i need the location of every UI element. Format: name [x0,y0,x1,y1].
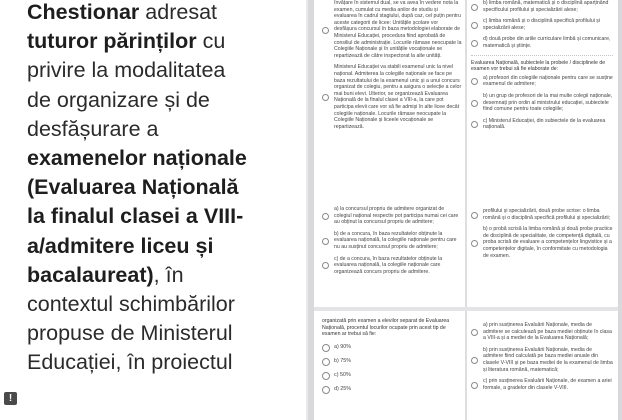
option-left-mid-c[interactable] [322,256,462,276]
headline-line-10: , în [153,262,184,287]
option-90-percent[interactable] [322,340,462,354]
option-text: a) prin susținerea Evaluării Naționale, media de admitere se calculează pe baza mediei obținute în clasa a VIII-a și a mediei de la Evaluarea Națională; [483,322,612,342]
left-top-options [322,0,462,135]
option-right-mid-1[interactable] [471,208,613,221]
option-text: a) 90% [334,343,352,350]
right-top-options [471,0,613,136]
radio-button[interactable] [471,357,478,364]
option-text: învățare în sistemul dual, se va avea în vedere nota la examen, cumulat cu media anilor de studiu și evaluarea în cadrul stagiului, după caz, cel puțin pentru aceste categorii de licee: Unitățile școlare vor desfășura concursul în baza metodologiei elaborate de Ministerul Educației, procedura fiind aprobată de consiliul de administrație. Locurile rămase neocupate la Colegiile Naționale și în unitățile vocaționale se repartizează de către inspectorat la alte unități. [334,0,462,59]
headline-line-2: cu [196,29,226,54]
option-text: d) 25% [334,385,352,392]
option-text: b) un grup de profesori de la mai multe colegii naționale, desemnați prin ordin al ministrului educației, subiectele fiind comune pentru toate colegiile; [483,92,613,113]
option-text: b) o probă scrisă la limba română și două probe practice de disciplină de specialitate, de competență digitală, cu proba scrisă de evaluare a competențelor lingvistice și a competențelor digitale, în conformitate cu metodologia de examen. [483,226,613,259]
radio-button[interactable] [322,262,329,269]
option-right-mid-2[interactable] [471,226,613,259]
right-bottom-options [471,322,613,396]
headline-line-5: desfășurare a [27,116,159,141]
radio-button[interactable] [471,100,478,107]
radio-button[interactable] [471,382,478,389]
headline-line-12: propuse de Ministerul [27,321,233,346]
option-text: c) limba română și o disciplină specifică profilului și specializării alese; [483,18,601,31]
section-divider [314,307,618,311]
radio-button[interactable] [471,329,478,336]
option-right-top-c2[interactable] [471,118,613,131]
headline-line-2-bold: tuturor părinților [27,29,197,54]
radio-button[interactable] [322,344,330,352]
option-text: a) profesori din colegiile naționale pentru care se susține examenul de admitere; [483,74,613,88]
alert-icon[interactable]: ! [4,392,17,405]
radio-button[interactable] [471,212,478,219]
radio-button[interactable] [322,94,329,101]
option-text: b) 75% [334,357,352,364]
left-mid-options [322,206,462,280]
radio-button[interactable] [471,240,478,247]
option-right-top-c[interactable] [471,18,613,31]
radio-button[interactable] [471,40,478,47]
article-headline-panel [0,0,306,420]
option-right-top-d[interactable] [471,36,613,49]
option-50-percent[interactable] [322,368,462,382]
radio-button[interactable] [322,358,330,366]
radio-button[interactable] [471,121,478,128]
option-right-top-a2[interactable] [471,75,613,88]
option-right-bottom-c[interactable] [471,378,613,391]
option-text: c) prin susținerea Evaluării Naționale, de examen a ariei formale, a gradelor din clasele V-VIII. [483,378,612,391]
radio-button[interactable] [322,372,330,380]
option-25-percent[interactable] [322,382,462,396]
option-text: Ministerul Educației va stabili examenul unic la nivel național. Admiterea la colegiile naționale se face pe baza rezultatului de la examenul unic și a unui concurs organizat de colegiu, pentru a asigura o selecție a celor mai buni elevi. Ulterior, se organizează Evaluarea Națională de la finalul clasei a VIII-a, la care pot participa elevii care vor să fie admiși în alte licee decât colegiile naționale. Locurile rămase neocupate la Colegiile Naționale și liceele vocaționale se repartizează. [334,64,462,130]
option-text: b) prin susținerea Evaluării Naționale, media de admitere fiind calculată pe baza mediei anuale din clasele V-VIII și pe baza mediei de la examenul de limba și literatura română, matematică; [483,346,613,373]
headline-line-10-bold: bacalaureat) [27,262,154,287]
radio-button[interactable] [471,78,478,85]
option-text: d) două probe din ariile curriculare limbă și comunicare, matematică și științe. [483,36,611,49]
headline-line-3: privire la modalitatea [27,58,226,83]
column-divider [465,0,467,420]
headline-line-6: examenelor naționale [27,146,247,171]
right-mid-options [471,208,613,264]
option-right-top-b[interactable] [471,0,613,13]
headline-line-11: contextul schimbărilor [27,292,235,317]
option-75-percent[interactable] [322,354,462,368]
radio-button[interactable] [471,4,478,11]
headline-line-4: de organizare și de [27,87,210,112]
option-left-top-1[interactable] [322,0,462,59]
question-heading: organizată prin examen a elevilor separat de Evaluarea Națională, procentul locurilor ocupate prin acest tip de examen ar trebui să fie: [322,318,450,338]
headline-line-7: (Evaluarea Națională [27,175,239,200]
headline-line-1-bold: Chestionar [27,0,140,24]
headline-line-13: Educației, în proiectul [27,350,233,375]
questionnaire-sheet [314,0,618,420]
left-bottom-question [322,318,462,396]
option-right-bottom-b[interactable] [471,347,613,373]
option-right-top-b2[interactable] [471,93,613,113]
headline-text [27,0,303,378]
option-text: profilului și specializării, două probe scrise: o limba română și o disciplină specifică profilului și specializării; [483,208,611,221]
option-left-top-2[interactable] [322,64,462,130]
option-text: c) Ministerul Educației, din subiectele de la evaluarea națională. [483,117,606,131]
questionnaire-image [308,0,622,420]
option-text: b) de a concura, în baza rezultatelor obținute la evaluarea națională, la colegiile naționale pentru care nu au susținut concursul propriu de admitere; [334,230,457,250]
option-text: c) 50% [334,371,351,378]
radio-button[interactable] [322,386,330,394]
headline-line-1: adresat [139,0,217,24]
option-text: a) la concursul propriu de admitere organizat de colegiul național respectiv pot participa numai cei care au obținut la concursul propriu de admitere; [334,206,459,226]
option-left-mid-a[interactable] [322,206,462,226]
option-text: c) de a concura, în baza rezultatelor obținute la evaluarea națională, la colegiile naționale care organizează concurs propriu de admitere. [334,255,443,275]
headline-line-9: a/admitere liceu și [27,233,214,258]
radio-button[interactable] [322,238,329,245]
dotted-separator [471,55,613,56]
headline-line-8: la finalul clasei a VIII- [27,204,244,229]
option-left-mid-b[interactable] [322,231,462,251]
option-right-bottom-a[interactable] [471,322,613,342]
radio-button[interactable] [471,22,478,29]
option-text: b) limba română, matematică și o disciplină aparținând specificului profilului și specializării alese; [483,0,609,13]
question-heading: Evaluarea Națională, subiectele la probele / disciplinele de examen vor trebui să fie elaborate de: [471,59,606,73]
radio-button[interactable] [322,27,329,34]
radio-button[interactable] [322,213,329,220]
